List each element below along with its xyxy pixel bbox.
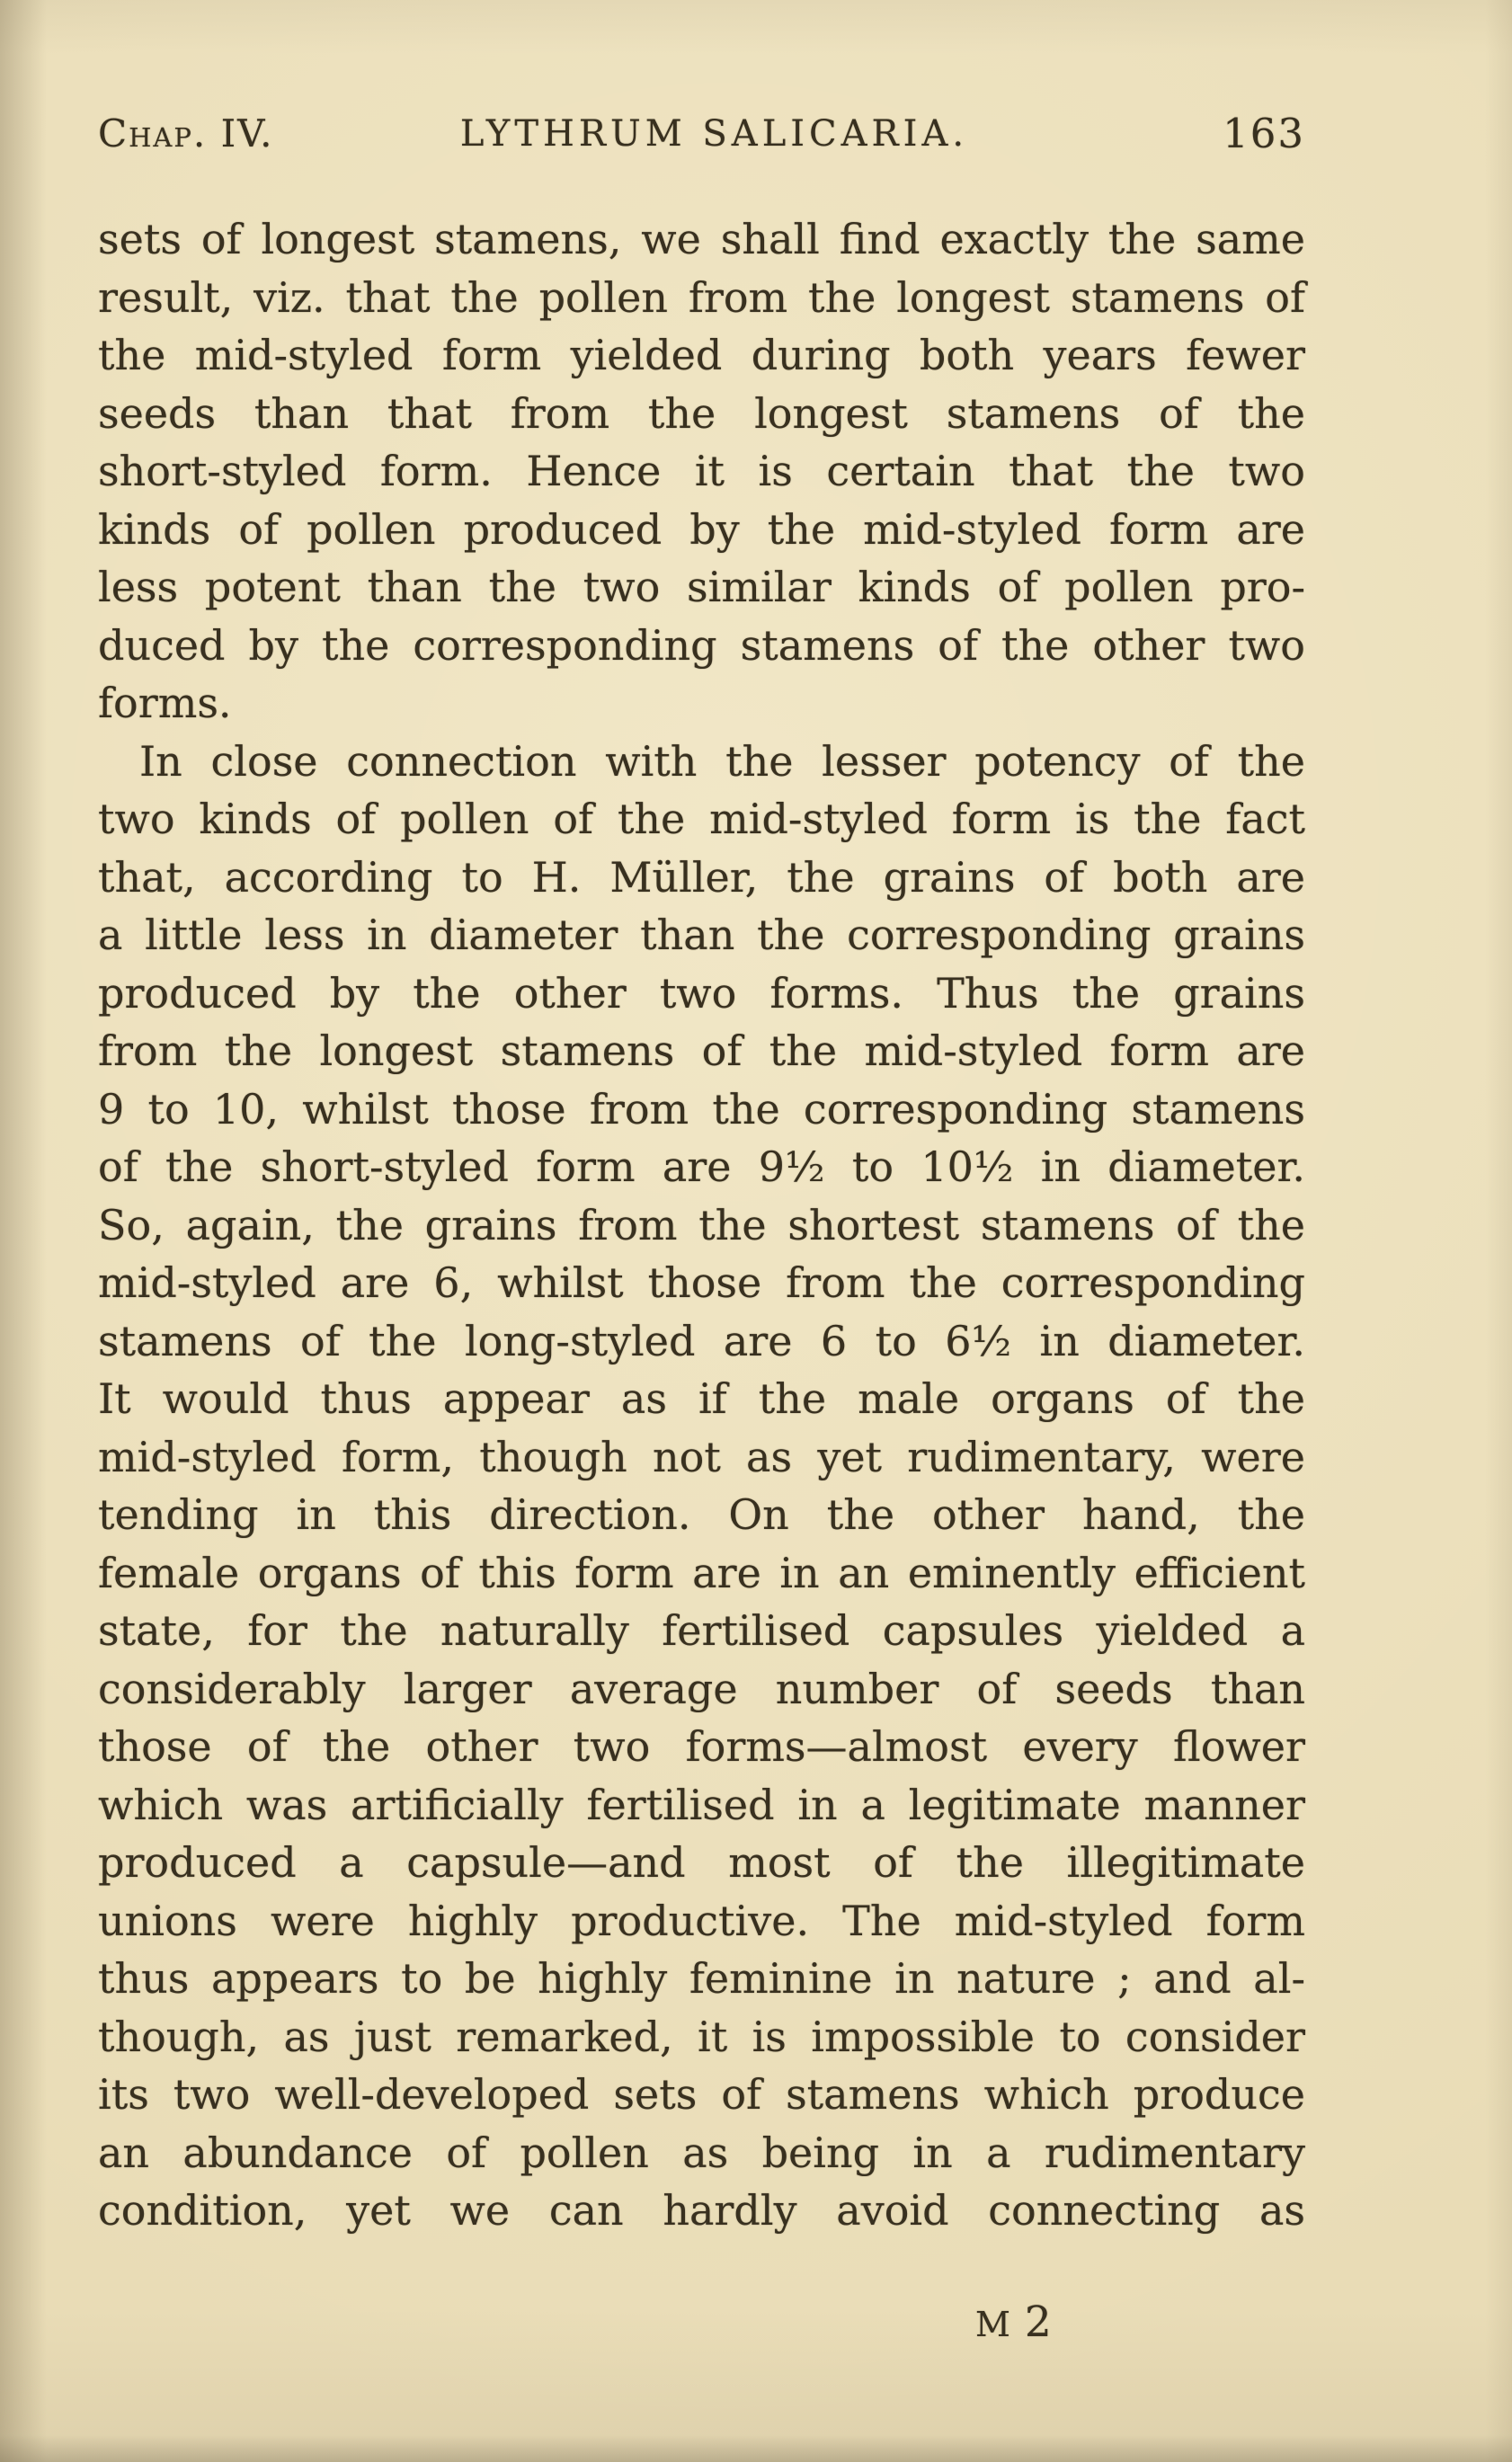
text-line: tending in this direction. On the other hand, the [98,1490,1305,1539]
page-number: 163 [1223,110,1305,157]
text-line: those of the other two forms—almost every flower [98,1722,1305,1771]
text-line: mid-styled are 6, whilst those from the corresponding [98,1258,1305,1307]
text-line: sets of longest stamens, we shall find exactly the same [98,215,1305,263]
text-line: So, again, the grains from the shortest stamens of the [98,1200,1305,1249]
text-line: In close connection with the lesser potency of the [139,736,1305,786]
running-title: LYTHRUM SALICARIA. [459,113,969,155]
text-line: mid-styled form, though not as yet rudimentary, were [98,1432,1305,1481]
text-line: unions were highly productive. The mid-styled form [98,1896,1305,1945]
body-text [98,210,1305,2240]
text-line: produced a capsule—and most of the illegitimate [98,1838,1305,1887]
text-line: state, for the naturally fertilised capsules yielded a [98,1606,1305,1655]
printer-signature [975,2298,1052,2347]
text-line: produced by the other two forms. Thus the grains [98,968,1305,1018]
text-line: thus appears to be highly feminine in nature ; and al- [98,1954,1305,2003]
signature-number: 2 [1024,2298,1052,2347]
text-line: duced by the corresponding stamens of the other two [98,620,1305,670]
text-line: the mid-styled form yielded during both years fewer [98,331,1305,379]
text-line: stamens of the long-styled are 6 to 6½ in diameter. [98,1316,1305,1365]
text-line: short-styled form. Hence it is certain that the two [98,447,1305,495]
text-line: though, as just remarked, it is impossible to consider [98,2012,1305,2061]
text-line: considerably larger average number of seeds than [98,1664,1305,1713]
chapter-label: Chap. IV. [98,111,274,156]
signature-letter: M [975,2305,1010,2344]
text-line: that, according to H. Müller, the grains of both are [98,852,1305,902]
text-line: 9 to 10, whilst those from the corresponding stamens [98,1084,1305,1133]
text-line: two kinds of pollen of the mid-styled form is the fact [98,795,1305,843]
text-line: an abundance of pollen as being in a rudimentary [98,2128,1305,2177]
text-line: result, viz. that the pollen from the longest stamens of [98,272,1305,322]
page-header [98,111,1305,165]
text-line: of the short-styled form are 9½ to 10½ in diameter. [98,1142,1305,1191]
text-line: forms. [98,679,232,727]
text-line: a little less in diameter than the corresponding grains [98,911,1305,959]
text-line: It would thus appear as if the male organs of the [98,1374,1305,1423]
text-line: condition, yet we can hardly avoid connecting as [98,2186,1305,2235]
text-line: its two well-developed sets of stamens which produce [98,2070,1305,2119]
text-line: from the longest stamens of the mid-styled form are [98,1027,1305,1075]
text-line: kinds of pollen produced by the mid-styled form are [98,504,1305,554]
text-line: female organs of this form are in an eminently efficient [98,1548,1305,1597]
text-line: which was artificially fertilised in a legitimate manner [98,1780,1305,1829]
text-line: less potent than the two similar kinds of pollen pro- [98,563,1305,611]
text-line: seeds than that from the longest stamens of the [98,388,1305,438]
